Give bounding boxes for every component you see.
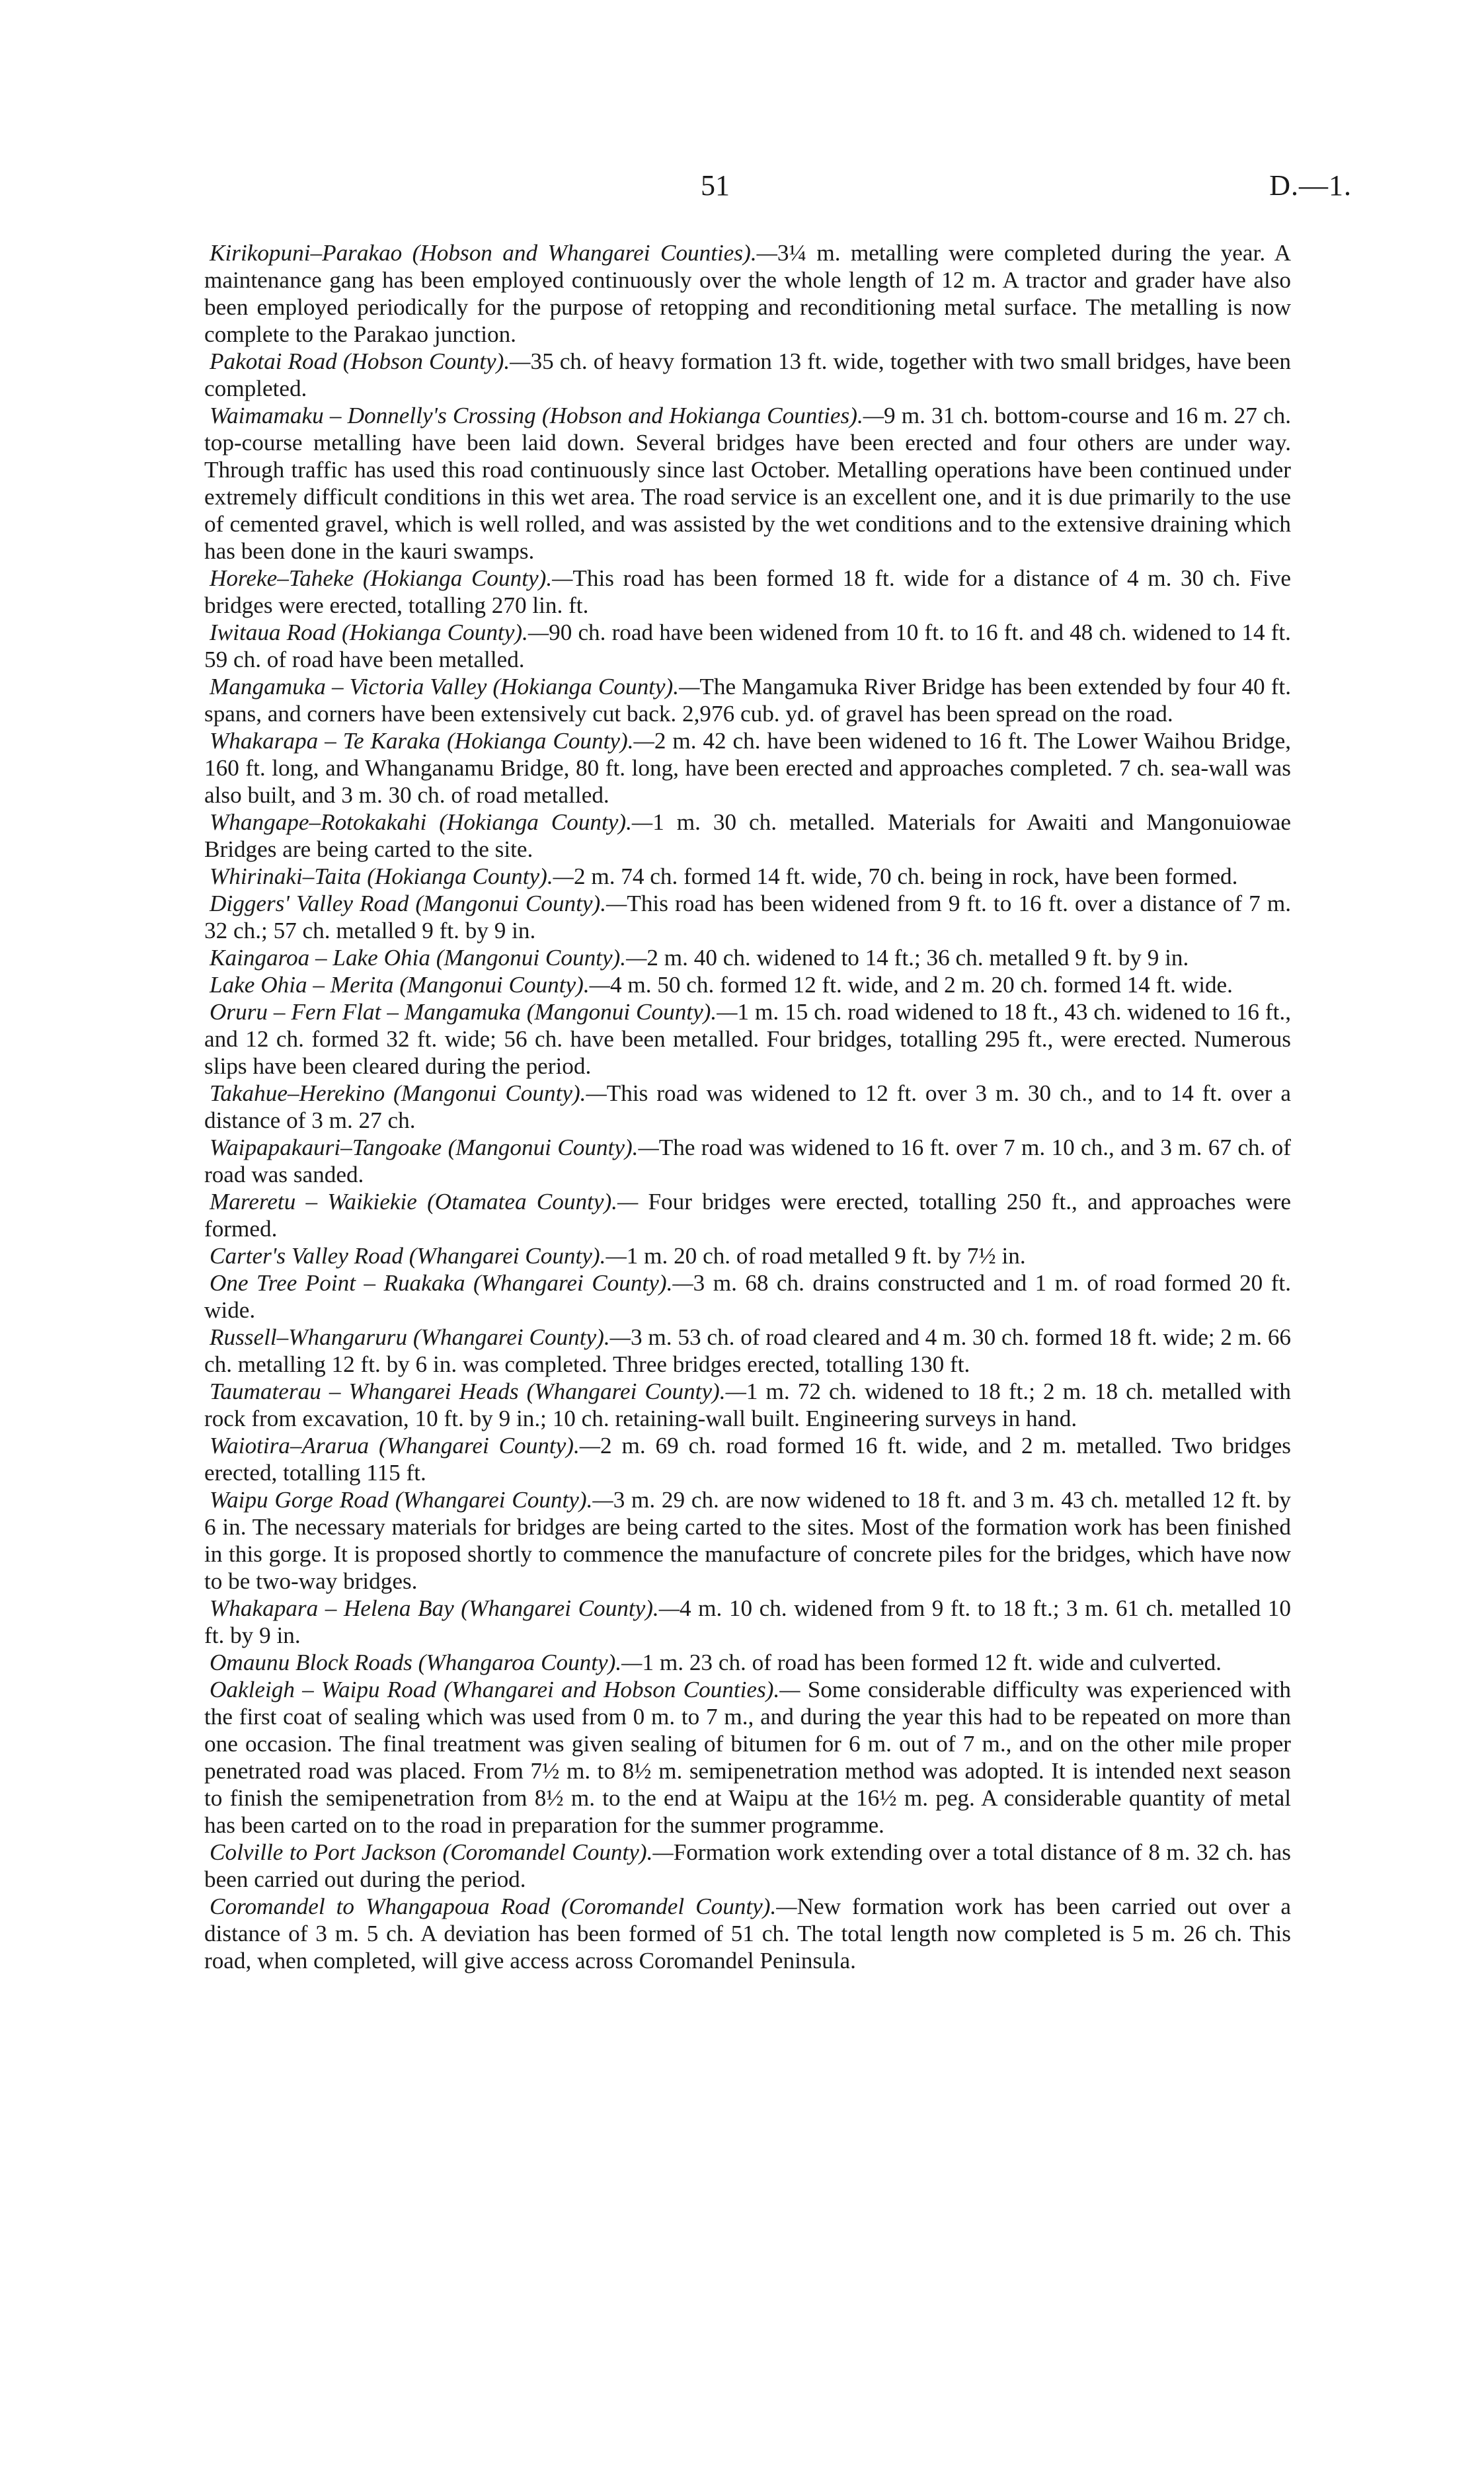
paragraph-text: 9 m. 31 ch. bottom-course and 16 m. 27 ch. top-course metalling have been laid down. Several bridges have been erected and four others are under way. Through traffic has used this road continuously since last October. Metalling operations have been continued under extremely difficult conditions in this wet area. The road service is an excellent one, and it is due primarily to the use of cemented gravel, which is well rolled, and was assisted by the wet conditions and to the extensive draining which has been done in the kauri swamps. [204,403,1291,564]
road-heading: One Tree Point – Ruakaka (Whangarei County).— [210,1270,693,1296]
paragraph-text: 1 m. 23 ch. of road has been formed 12 ft. wide and culverted. [642,1650,1222,1675]
paragraph-text: 35 ch. of heavy formation 13 ft. wide, together with two small bridges, have been completed. [204,348,1291,401]
report-paragraph [204,998,1291,1080]
report-paragraph [204,863,1291,890]
report-paragraph [204,239,1291,348]
paragraph-text: 1 m. 30 ch. metalled. Materials for Awaiti and Mangonuiowae Bridges are being carted to the site. [204,809,1292,862]
paragraph-text: New formation work has been carried out over a distance of 3 m. 5 ch. A deviation has been formed of 51 ch. The total length now completed is 5 m. 26 ch. This road, when completed, will give access across Coromandel Peninsula. [204,1894,1292,1974]
paragraph-text: This road has been formed 18 ft. wide for a distance of 4 m. 30 ch. Five bridges were erected, totalling 270 lin. ft. [204,565,1291,618]
paragraph-text: Formation work extending over a total distance of 8 m. 32 ch. has been carried out during the period. [204,1839,1291,1892]
report-paragraph [204,402,1291,565]
paragraph-text: Some considerable difficulty was experienced with the first coat of sealing which was used from 0 m. to 7 m., and during the year this had to be repeated on more than one occasion. The final treatment was given sealing of bitumen for 6 m. out of 7 m., and on the other mile proper penetrated road was placed. From 7½ m. to 8½ m. semipenetration method was adopted. It is intended next season to finish the semipenetration from 8½ m. to the end at Waipu at the 16½ m. peg. A considerable quantity of metal has been carted on to the road in preparation for the summer programme. [204,1677,1291,1838]
road-heading: Iwitaua Road (Hokianga County).— [210,619,549,645]
report-paragraph [204,1839,1291,1893]
paragraph-text: 2 m. 40 ch. widened to 14 ft.; 36 ch. metalled 9 ft. by 9 in. [646,945,1189,971]
road-heading: Pakotai Road (Hobson County).— [210,348,531,374]
road-heading: Whirinaki–Taita (Hokianga County).— [210,863,574,889]
road-heading: Oakleigh – Waipu Road (Whangarei and Hobson Counties).— [210,1677,801,1702]
road-heading: Kaingaroa – Lake Ohia (Mangonui County).— [210,945,647,971]
paragraph-text: 3¼ m. metalling were completed during the year. A maintenance gang has been employed continuously over the whole length of 12 m. A tractor and grader have also been employed periodically for the purpose of retopping and reconditioning metal surface. The metalling is now complete to the Parakao junction. [204,240,1292,347]
page-number: 51 [701,169,730,202]
report-paragraph [204,1080,1291,1134]
report-paragraph [204,1649,1291,1676]
report-paragraph [204,348,1291,402]
road-heading: Waiotira–Ararua (Whangarei County).— [210,1433,601,1458]
paragraph-text: Four bridges were erected, totalling 250 ft., and approaches were formed. [204,1189,1291,1242]
paragraph-text: The road was widened to 16 ft. over 7 m. 10 ch., and 3 m. 67 ch. of road was sanded. [204,1135,1291,1187]
report-paragraph [204,565,1291,619]
road-heading: Carter's Valley Road (Whangarei County).— [210,1243,627,1269]
road-heading: Whakapara – Helena Bay (Whangarei County).— [210,1595,680,1621]
report-paragraph [204,944,1291,971]
paragraph-text: 3 m. 29 ch. are now widened to 18 ft. and 3 m. 43 ch. metalled 12 ft. by 6 in. The necessary materials for bridges are being carted to the sites. Most of the formation work has been finished in this gorge. It is proposed shortly to commence the manufacture of concrete piles for the bridges, which have now to be two-way bridges. [204,1487,1292,1594]
road-heading: Oruru – Fern Flat – Mangamuka (Mangonui County).— [210,999,738,1025]
report-paragraph [204,619,1291,673]
report-paragraph [204,1676,1291,1839]
paragraph-text: This road has been widened from 9 ft. to 16 ft. over a distance of 7 m. 32 ch.; 57 ch. metalled 9 ft. by 9 in. [204,891,1291,943]
report-paragraph [204,1378,1291,1432]
road-heading: Mangamuka – Victoria Valley (Hokianga County).— [210,674,700,699]
report-paragraph [204,1188,1291,1242]
road-heading: Horeke–Taheke (Hokianga County).— [210,565,573,591]
page-header [0,169,1484,215]
paragraph-text: 1 m. 20 ch. of road metalled 9 ft. by 7½ in. [626,1243,1026,1269]
paragraph-text: 1 m. 15 ch. road widened to 18 ft., 43 ch. widened to 16 ft., and 12 ch. formed 32 ft. wide; 56 ch. have been metalled. Four bridges, totalling 295 ft., were erected. Numerous slips have been cleared during the period. [204,999,1291,1079]
report-paragraph [204,971,1291,998]
document-reference: D.—1. [1269,169,1352,202]
report-body [204,239,1291,1974]
paragraph-text: 2 m. 69 ch. road formed 16 ft. wide, and 2 m. metalled. Two bridges erected, totalling 115 ft. [204,1433,1292,1486]
road-heading: Lake Ohia – Merita (Mangonui County).— [210,972,610,998]
road-heading: Colville to Port Jackson (Coromandel County).— [210,1839,674,1865]
road-heading: Russell–Whangaruru (Whangarei County).— [210,1324,631,1350]
paragraph-text: 1 m. 72 ch. widened to 18 ft.; 2 m. 18 ch. metalled with rock from excavation, 10 ft. by 9 in.; 10 ch. retaining-wall built. Engineering surveys in hand. [204,1378,1291,1431]
report-paragraph [204,1324,1291,1378]
report-paragraph [204,1242,1291,1269]
report-paragraph [204,673,1291,727]
road-heading: Coromandel to Whangapoua Road (Coromandel County).— [210,1894,797,1919]
paragraph-text: This road was widened to 12 ft. over 3 m. 30 ch., and to 14 ft. over a distance of 3 m. 27 ch. [204,1080,1291,1133]
report-paragraph [204,1432,1291,1486]
road-heading: Takahue–Herekino (Mangonui County).— [210,1080,607,1106]
road-heading: Kirikopuni–Parakao (Hobson and Whangarei Counties).— [210,240,777,266]
paragraph-text: 4 m. 50 ch. formed 12 ft. wide, and 2 m. 20 ch. formed 14 ft. wide. [609,972,1233,998]
road-heading: Taumaterau – Whangarei Heads (Whangarei County).— [210,1378,746,1404]
report-paragraph [204,727,1291,809]
road-heading: Omaunu Block Roads (Whangaroa County).— [210,1650,643,1675]
road-heading: Whangape–Rotokakahi (Hokianga County).— [210,809,653,835]
report-paragraph [204,890,1291,944]
paragraph-text: 2 m. 74 ch. formed 14 ft. wide, 70 ch. being in rock, have been formed. [573,863,1238,889]
report-paragraph [204,809,1291,863]
report-paragraph [204,1134,1291,1188]
road-heading: Waimamaku – Donnelly's Crossing (Hobson and Hokianga Counties).— [210,403,884,428]
report-paragraph [204,1269,1291,1324]
report-paragraph [204,1893,1291,1974]
paragraph-text: 3 m. 68 ch. drains constructed and 1 m. of road formed 20 ft. wide. [204,1270,1291,1323]
paragraph-text: The Mangamuka River Bridge has been extended by four 40 ft. spans, and corners have been extensively cut back. 2,976 cub. yd. of gravel has been spread on the road. [204,674,1291,727]
road-heading: Waipapakauri–Tangoake (Mangonui County).— [210,1135,659,1160]
paragraph-text: 3 m. 53 ch. of road cleared and 4 m. 30 ch. formed 18 ft. wide; 2 m. 66 ch. metalling 12 ft. by 6 in. was completed. Three bridges erected, totalling 130 ft. [204,1324,1292,1377]
paragraph-text: 2 m. 42 ch. have been widened to 16 ft. The Lower Waihou Bridge, 160 ft. long, and Whanganamu Bridge, 80 ft. long, have been erected and approaches completed. 7 ch. sea-wall was also built, and 3 m. 30 ch. of road metalled. [204,728,1291,808]
paragraph-text: 4 m. 10 ch. widened from 9 ft. to 18 ft.; 3 m. 61 ch. metalled 10 ft. by 9 in. [204,1595,1291,1648]
road-heading: Mareretu – Waikiekie (Otamatea County).— [210,1189,639,1215]
road-heading: Diggers' Valley Road (Mangonui County).— [210,891,627,916]
road-heading: Waipu Gorge Road (Whangarei County).— [210,1487,613,1513]
paragraph-text: 90 ch. road have been widened from 10 ft. to 16 ft. and 48 ch. widened to 14 ft. 59 ch. of road have been metalled. [204,619,1291,672]
road-heading: Whakarapa – Te Karaka (Hokianga County).— [210,728,654,754]
report-paragraph [204,1595,1291,1649]
report-paragraph [204,1486,1291,1595]
